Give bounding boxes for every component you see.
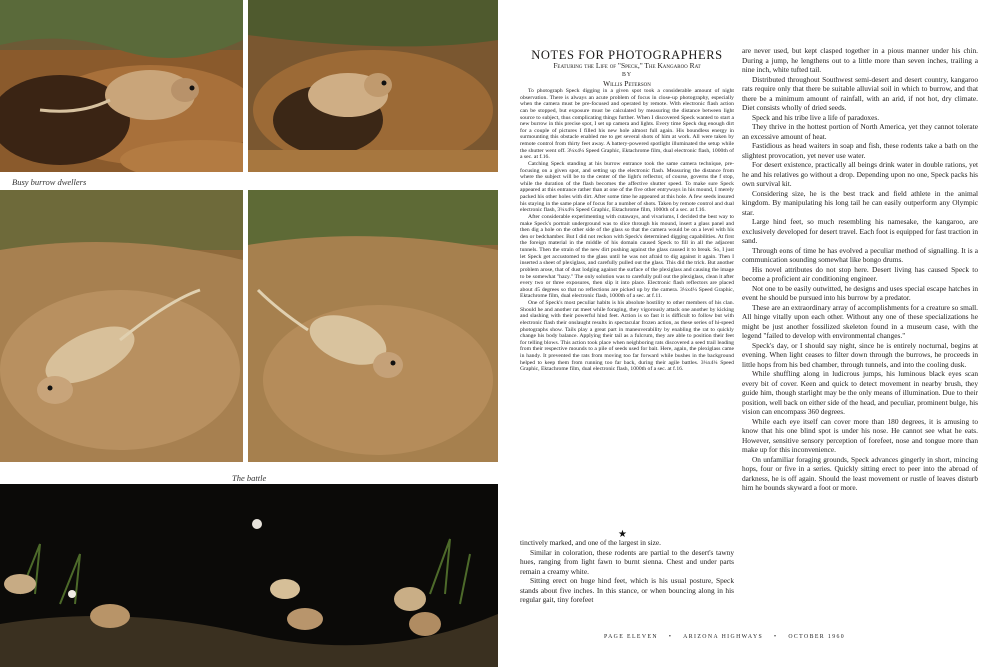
section-star-divider: ★ <box>618 529 627 540</box>
page-footer <box>600 634 900 640</box>
byline-by: BY <box>621 72 633 78</box>
article-paragraph: These are an extraordinary array of accomplishments for a creature so small. All hinge vitally upon each other. Without any one of these specializations he might be just another fossilized skeleton found in a museum case, with the legend "failed to develop with environmental changes." <box>742 302 978 340</box>
article-paragraph: They thrive in the hottest portion of North America, yet they cannot tolerate an excessive amount of heat. <box>742 122 978 141</box>
article-paragraph: For desert existence, practically all beings drink water in double rations, yet he and his relatives go without a drop. Depending upon no one, Speck packs his own survival kit. <box>742 160 978 188</box>
article-paragraph: Not one to be easily outwitted, he designs and uses special escape hatches in event he should be pursued into his burrow by a predator. <box>742 283 978 302</box>
article-paragraph: Speck and his tribe live a life of paradoxes. <box>752 112 880 122</box>
article-paragraph: Fastidious as head waiters in soap and fish, these rodents take a bath on the slightest provocation, yet never use water. <box>742 141 978 160</box>
article-paragraph: Considering size, he is the best track and field athlete in the animal kingdom. By manipulating his long tail he can easily outperform any Olympic star. <box>742 188 978 217</box>
article-paragraph: His novel attributes do not stop here. Desert living has caused Speck to become a proficient air conditioning engineer. <box>742 264 978 283</box>
article-column-right <box>742 46 978 618</box>
article-subtitle: Featuring the Life of "Speck," The Kangaroo Rat <box>553 61 701 70</box>
article-paragraph: Speck's day, or I should say night, since he is entirely nocturnal, begins at evening. When light ceases to filter down through the burrows, he proceeds in little hops from his bed chamber, through tunnels, and into the cooling dusk. <box>742 340 978 369</box>
caption-the-battle: The battle <box>232 473 267 483</box>
caption-burrow-dwellers: Busy burrow dwellers <box>12 177 87 187</box>
notes-paragraph: After considerable experimenting with cutaways, and vivariums, I decided the best way to make Speck's portrait underground was to slice through his mound, insert a glass panel and then dig a hole on the other side of the glass so that the camera would be on a level with his den or bedchamber. But I did not reckon with Speck's determined digging capabilities. At first the foreign material in the middle of his domain caused Speck to fill in all the adjacent tunnels. Then the strain of the new dirt pushing against the glass caused it to break. So, I just let Speck get accustomed to the glass until he was not afraid to dig against it again. Then I inserted a sheet of plexiglass, and carefully pulled out the glass. This did the trick. But another problem arose, that of dust lodging against the surface of the plexiglass and causing the image to be somewhat "hazy." The only solution was to carefully pull out the plexiglass, clean it after every two or three exposures, then slip it into place. Electronic flash reflectors are placed about 45 degrees so that no reflections are picked up by the camera. 3¼x4¼ Speed Graphic, Ektachrome film, dual electronic flash, 1000th of a sec. at f.11. <box>520 213 734 300</box>
article-paragraph: Large hind feet, so much resembling his namesake, the kangaroo, are exclusively developed for desert travel. Each foot is equipped for fast traction in sand. <box>742 217 978 245</box>
article-column-left <box>520 538 734 626</box>
footer-separator: • <box>668 634 673 640</box>
article-paragraph: Similar in coloration, these rodents are partial to the desert's tawny hues, ranging from light fawn to burnt sienna. Chest and under parts remain a creamy white. <box>520 547 734 576</box>
photo-notes-column <box>520 88 734 528</box>
photo-burrow-digging <box>0 0 243 172</box>
footer-separator: • <box>774 634 778 640</box>
article-paragraph: Through eons of time he has evolved a peculiar method of signalling. It is a communication sounding somewhat like bongo drums. <box>742 245 978 264</box>
footer-magazine: ARIZONA HIGHWAYS <box>683 634 764 640</box>
photo-battle-right <box>248 190 498 462</box>
photo-burrow-entrance <box>248 0 498 172</box>
byline-author: Willis Peterson <box>603 79 651 88</box>
notes-paragraph: One of Speck's most peculiar habits is his absolute hostility to other members of his clan. Should he and another rat meet while foraging, they vigorously attack one another by kicking and slashing with their powerful hind feet. Action is so fast it is difficult to follow but with electronic flash their onslaught results in spectacular frozen action, as these series of hi-speed photographs show. Tails play a great part in maneuverability by enabling the rat to quickly change his body balance. Applying their tail as a fulcrum, they are able to position their feet for telling blows. This action took place when neighboring rats discovered a seed trail leading from their respective mounds to a pile of seeds used for bait. Here, again, the plexiglass came in handy. It prevented the rats from moving too far forward while bushes in the background helped to keep them from running too far back, during their agile battles. 3¼x4¼ Speed Graphic, Ektachrome film, dual electronic flash, 1000th of a sec. at f.16. <box>520 300 734 373</box>
notes-paragraph: Catching Speck standing at his burrow entrance took the same camera technique, pre-focusing on a given spot, and setting up the electronic flash. Measuring the distance from where the subject will be to the center of the light's reflector, of course, governs the f stop, while the duration of the flash becomes the affective shutter speed. To make sure Speck appeared at this entrance rather than at one of the five other entryways in his mound, I merely packed his other holes with dirt. After some time he appeared at this hole. A few seeds insured his staying in the same plane of focus for a number of shots. Taken by remote control and dual electronic flash, 3¼x4¼ Speed Graphic, Ektachrome film, 1000th of a sec. at f.16. <box>520 160 734 214</box>
article-paragraph: Sitting erect on huge hind feet, which is his usual posture, Speck stands about five inches. In this stance, or when bouncing along in his regular gait, tiny forefeet <box>520 576 734 604</box>
photo-night-foraging <box>0 484 498 667</box>
article-paragraph: On unfamiliar foraging grounds, Speck advances gingerly in short, mincing hops, four or five in a series. Quickly sitting erect to peer into the abroad of darkness, he is off again. Should the least movement or rustle of leaves disturb him he bounds skyward a foot or more. <box>742 454 978 492</box>
article-paragraph: While each eye itself can cover more than 180 degrees, it is amusing to know that his one blind spot is under his nose. He cannot see what he eats. However, sensitive sensory perception of forefeet, nose and tongue more than make up for this inconvenience. <box>742 416 978 454</box>
article-paragraph: While shuffling along in ludicrous jumps, his luminous black eyes scan every bit of cover. Keen and quick to detect movement in nearby brush, they guide him, though starlight may be the only means of illumination. Due to their position, well back on either side of the head, and peculiar, prominent bulge, his vision can encompass 360 degrees. <box>742 369 978 416</box>
notes-paragraph: To photograph Speck digging in a given spot took a considerable amount of night observation. There is always an acute problem of focus in close-up photography, especially when the camera must be pre-focused and operated by remote. With electronic flash action can be stopped, but exposure must be calculated by measuring the distance between light source to subject, thus complicating things further. When I discovered Speck wanted to start a new burrow in this precise spot, I set up camera and lights. Every time Speck dug enough dirt for a couple of pictures I filled his new hole almost full again. His boundless energy in surmounting this obstacle enabled me to get several shots of him at work. All were taken by remote control from thirty feet away. A battery-powered spotlight illuminated the setup while the shutter went off. 3¼x4¼ Speed Graphic, Ektachrome film, dual electronic flash, 1000th of a sec. at f.16. <box>520 88 734 161</box>
article-paragraph: tinctively marked, and one of the largest in size. <box>520 538 661 547</box>
photo-battle-left <box>0 190 243 462</box>
article-paragraph: are never used, but kept clasped together in a pious manner under his chin. During a jump, he lengthens out to a little more than seven inches, trailing a nine inch, white tufted tail. <box>742 46 978 74</box>
article-title: NOTES FOR PHOTOGRAPHERS <box>531 48 723 62</box>
footer-page-number: PAGE ELEVEN <box>604 634 658 640</box>
footer-date: OCTOBER 1960 <box>788 634 846 640</box>
article-paragraph: Distributed throughout Southwest semi-desert and desert country, kangaroo rats require only that there be suitable alluvial soil in which to burrow, and that there be a minimum amount of rainfall, with an arid, if not hot, dry climate. Diet consists wholly of dried seeds. <box>742 74 978 112</box>
